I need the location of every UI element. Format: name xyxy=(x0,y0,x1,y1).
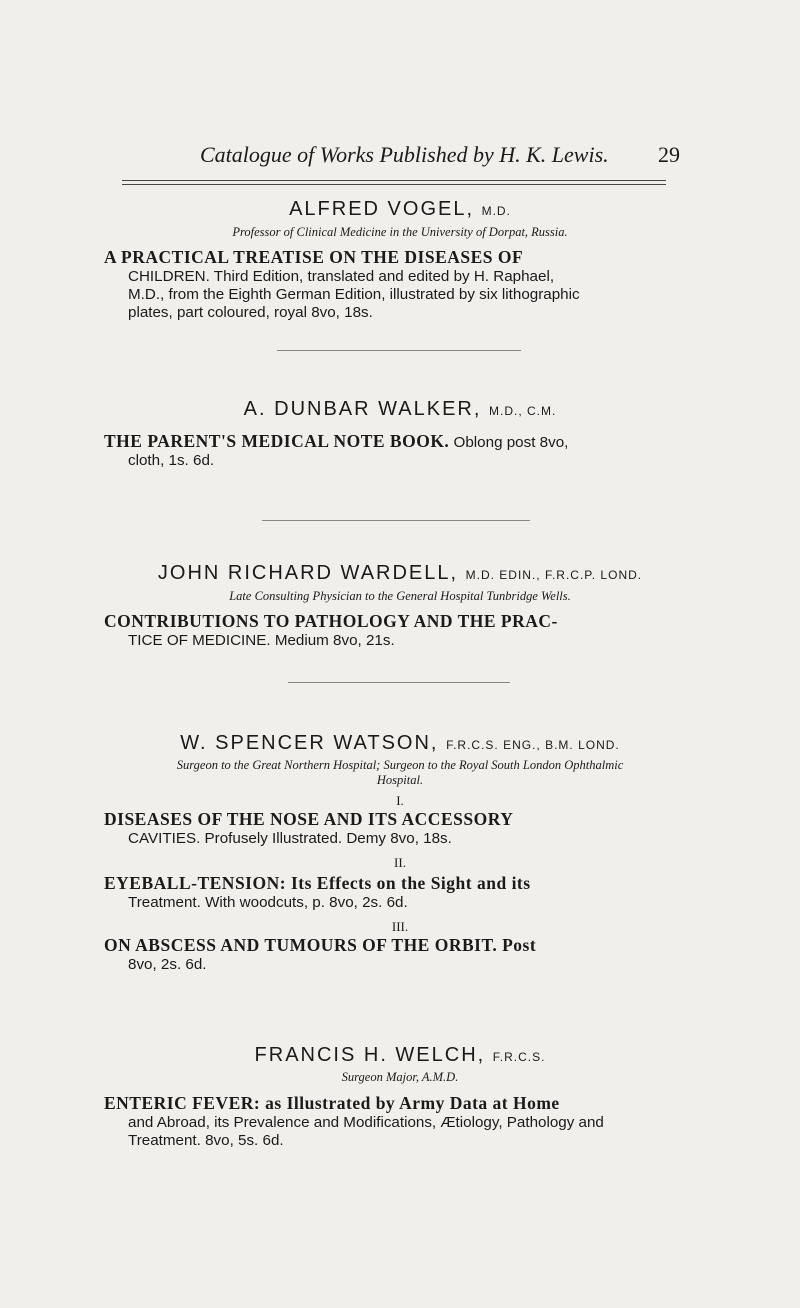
author-affiliation: Surgeon Major, A.M.D. xyxy=(341,1070,459,1084)
author-name: FRANCIS H. WELCH, xyxy=(254,1044,486,1066)
book-entry xyxy=(104,874,676,912)
author-name: ALFRED VOGEL, xyxy=(289,198,475,220)
book-entry xyxy=(104,612,676,650)
author-heading xyxy=(0,398,800,421)
book-entry xyxy=(104,1094,676,1150)
book-title: DISEASES OF THE NOSE AND ITS ACCESSORY xyxy=(104,809,514,829)
author-affiliation: Professor of Clinical Medicine in the University of Dorpat, Russia. xyxy=(232,225,568,239)
header-title: Catalogue of Works Published by H. K. Lewis. xyxy=(200,142,609,167)
book-detail: TICE OF MEDICINE. Medium 8vo, 21s. xyxy=(128,632,395,649)
author-credentials: M.D. EDIN., F.R.C.P. LOND. xyxy=(465,568,643,582)
book-entry xyxy=(104,432,676,470)
book-title: ENTERIC FEVER: as Illustrated by Army Data at Home xyxy=(104,1093,560,1113)
author-affiliation: Hospital. xyxy=(376,773,424,787)
section-divider xyxy=(288,682,510,683)
book-detail: and Abroad, its Prevalence and Modifications, Ætiology, Pathology and xyxy=(128,1114,604,1131)
book-entry xyxy=(104,936,676,974)
book-detail: M.D., from the Eighth German Edition, illustrated by six lithographic xyxy=(128,286,580,303)
book-title: THE PARENT'S MEDICAL NOTE BOOK. xyxy=(104,431,450,451)
section-divider xyxy=(277,350,521,351)
book-title: A PRACTICAL TREATISE ON THE DISEASES OF xyxy=(104,247,524,267)
volume-numeral: III. xyxy=(391,919,409,934)
book-detail: CAVITIES. Profusely Illustrated. Demy 8vo, 18s. xyxy=(128,830,452,847)
book-detail: Treatment. 8vo, 5s. 6d. xyxy=(128,1132,284,1149)
author-heading xyxy=(0,732,800,755)
author-credentials: M.D., C.M. xyxy=(488,404,557,418)
author-name: JOHN RICHARD WARDELL, xyxy=(157,562,459,584)
book-detail: Treatment. With woodcuts, p. 8vo, 2s. 6d. xyxy=(128,894,408,911)
running-header xyxy=(200,142,680,176)
book-entry xyxy=(104,248,676,322)
book-detail: 8vo, 2s. 6d. xyxy=(128,956,207,973)
author-affiliation: Surgeon to the Great Northern Hospital; Surgeon to the Royal South London Ophthalmic xyxy=(176,758,624,772)
book-title: CONTRIBUTIONS TO PATHOLOGY AND THE PRAC- xyxy=(104,611,558,631)
book-detail: plates, part coloured, royal 8vo, 18s. xyxy=(128,304,373,321)
volume-numeral: I. xyxy=(396,793,404,808)
author-credentials: M.D. xyxy=(481,204,511,218)
book-detail: cloth, 1s. 6d. xyxy=(128,452,215,469)
page-number: 29 xyxy=(658,142,680,167)
volume-numeral: II. xyxy=(394,855,406,870)
author-heading xyxy=(0,562,800,585)
author-heading xyxy=(0,198,800,221)
book-detail: CHILDREN. Third Edition, translated and edited by H. Raphael, xyxy=(128,268,555,285)
author-name: W. SPENCER WATSON, xyxy=(180,732,439,754)
header-rule xyxy=(122,180,666,185)
author-credentials: F.R.C.S. ENG., B.M. LOND. xyxy=(446,738,620,752)
book-title: EYEBALL-TENSION: Its Effects on the Sight and its xyxy=(104,873,531,893)
author-name: A. DUNBAR WALKER, xyxy=(243,398,482,420)
book-entry xyxy=(104,810,676,848)
book-title: ON ABSCESS AND TUMOURS OF THE ORBIT. Post xyxy=(104,935,537,955)
section-divider xyxy=(262,520,530,521)
author-affiliation: Late Consulting Physician to the General Hospital Tunbridge Wells. xyxy=(229,589,571,603)
author-heading xyxy=(0,1044,800,1067)
book-format: Oblong post 8vo, xyxy=(453,434,569,451)
author-credentials: F.R.C.S. xyxy=(492,1050,546,1064)
